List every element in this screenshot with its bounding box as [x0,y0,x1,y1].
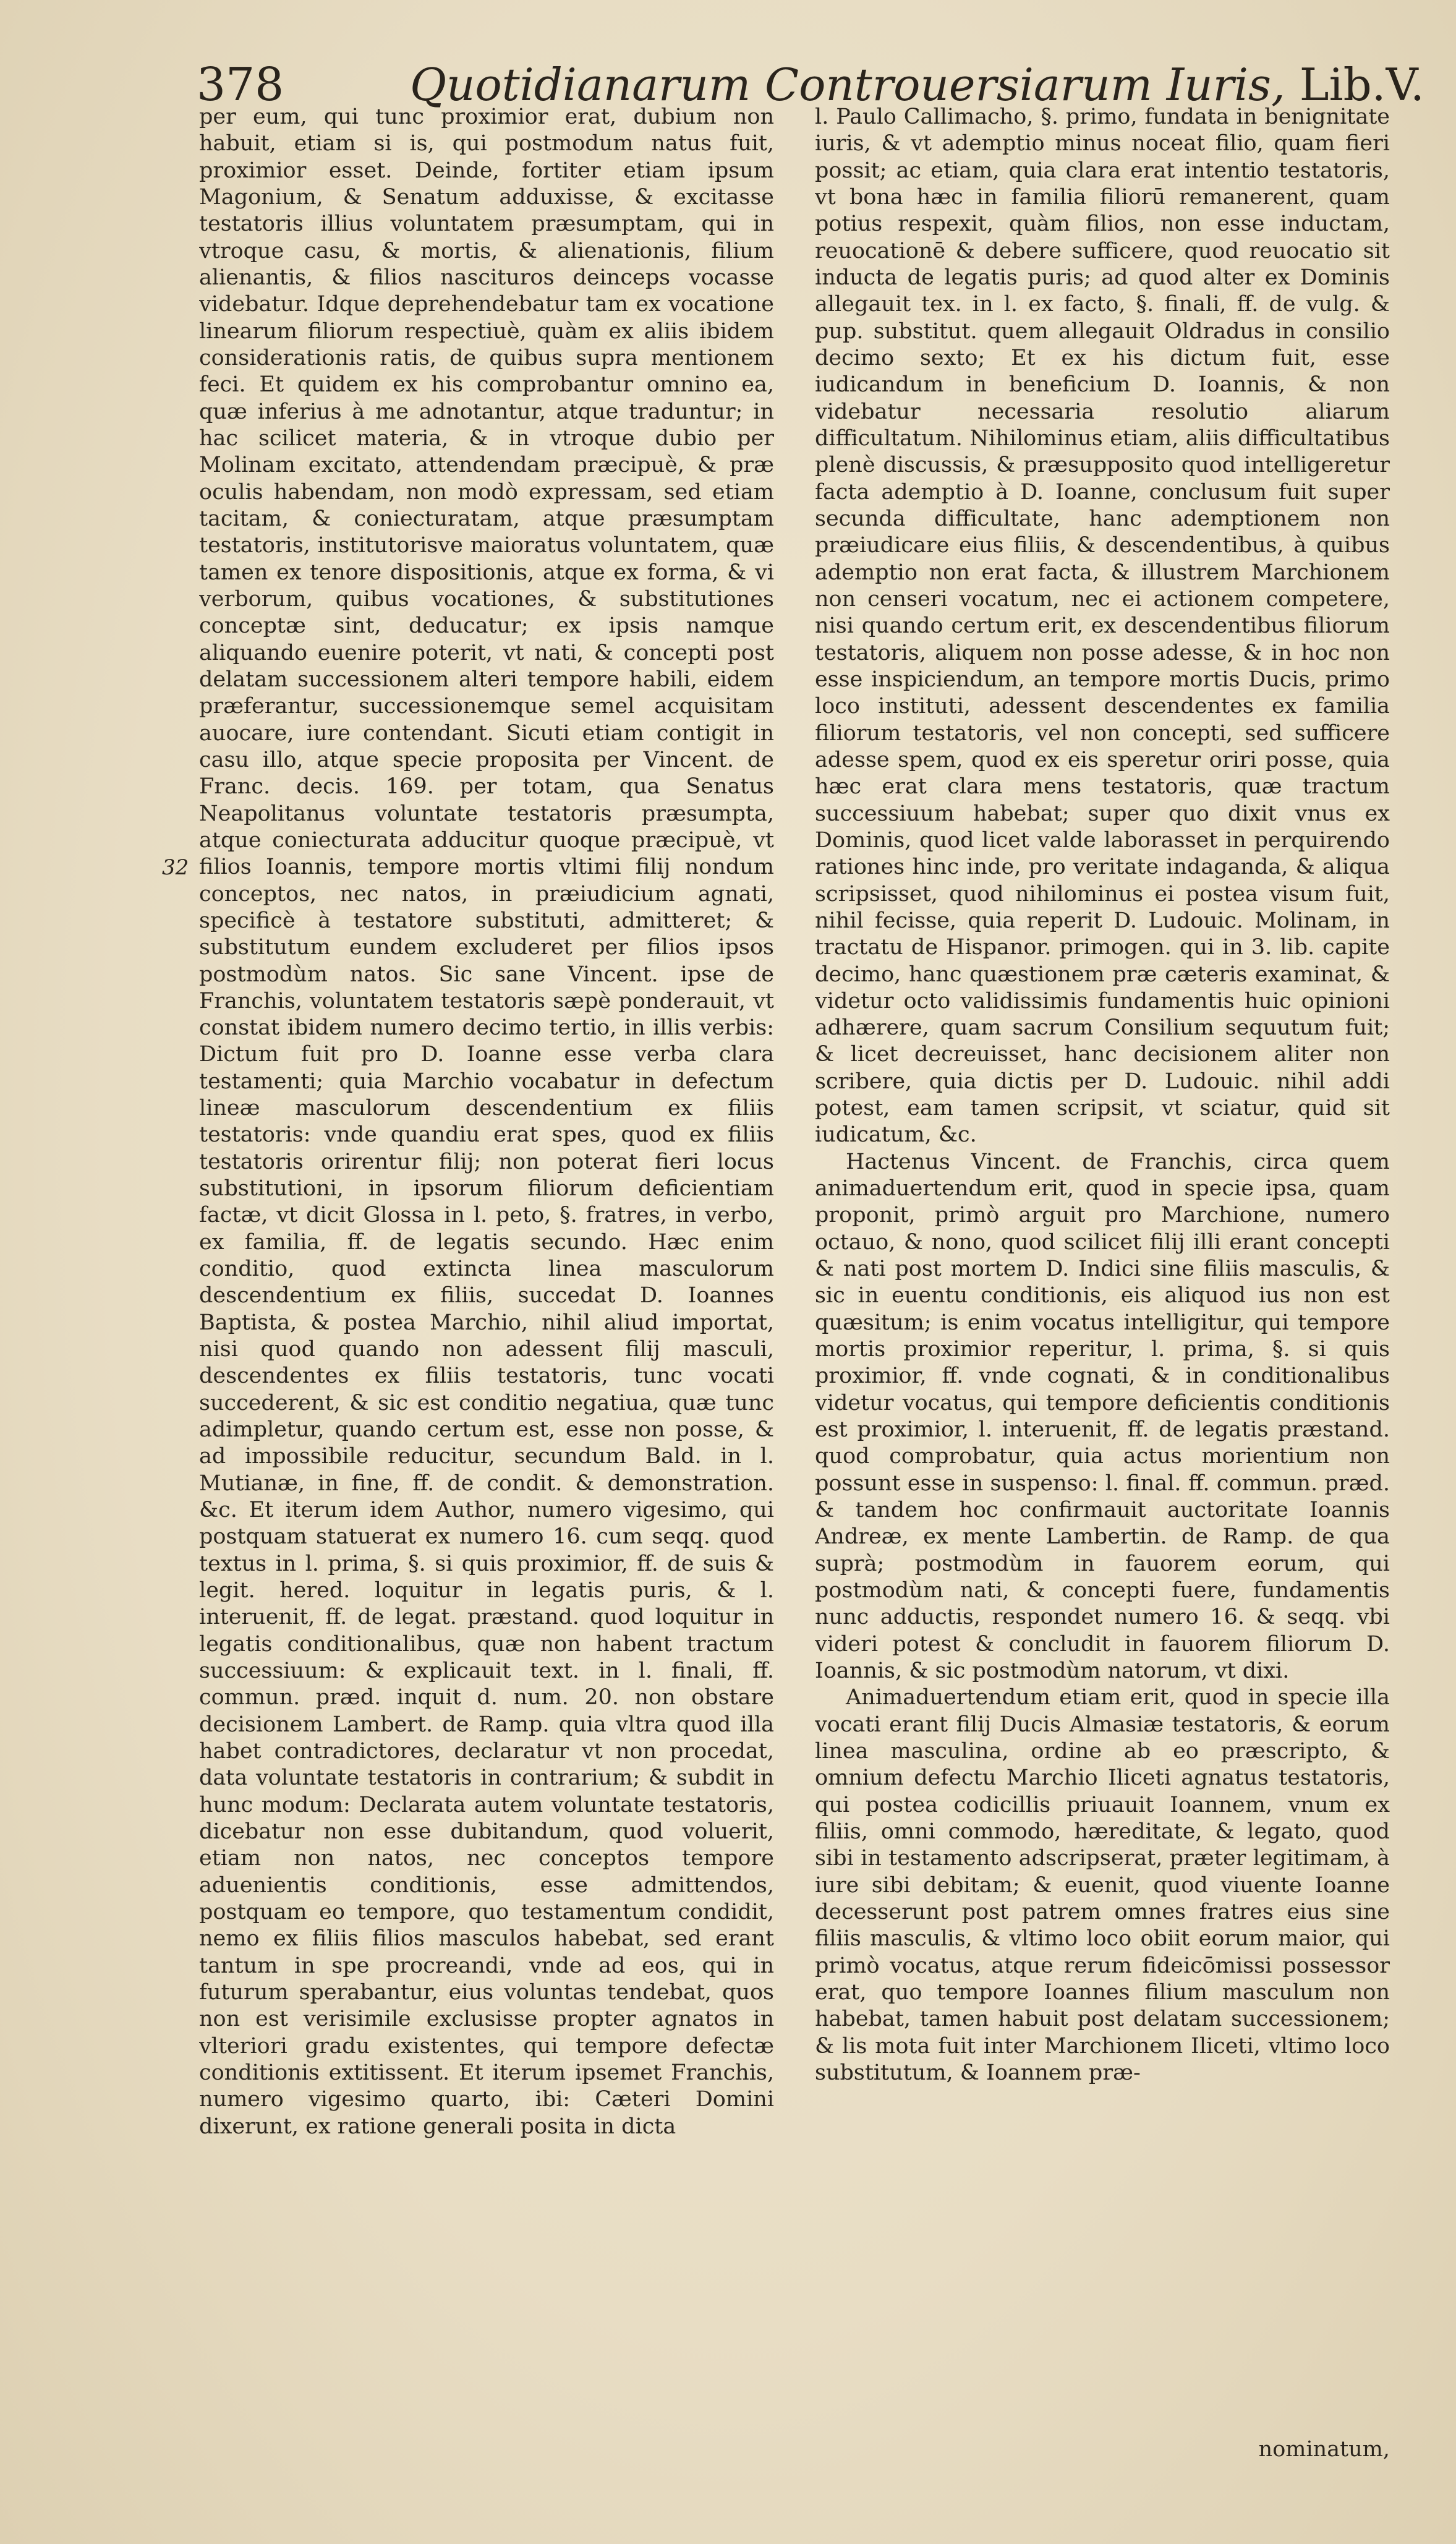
right-column-paragraph-2: Hactenus Vincent. de Franchis, circa quem animaduertendum erit, quod in specie ipsa, quam proponit, primò arguit pro Marchione, numero octauo, & nono, quod scilicet filij illi erant concepti & nati post mortem D. Indici sine filiis masculis, & sic in euentu conditionis, eis aliquod ius non est quæsitum; is enim vocatus intelligitur, qui tempore mortis proximior reperitur, l. prima, §. si quis proximior, ff. vnde cognati, & in conditionalibus videtur vocatus, qui tempore deficientis conditionis est proximior, l. interuenit, ff. de legatis præstand. quod comprobatur, quia actus morientium non possunt esse in suspenso: l. final. ff. commun. præd. & tandem hoc confirmauit auctoritate Ioannis Andreæ, ex mente Lambertin. de Ramp. de qua suprà; postmodùm in fauorem eorum, qui postmodùm nati, & concepti fuere, fundamentis nunc adductis, respondet numero 16. & seqq. vbi videri potest & concludit in fauorem filiorum D. Ioannis, & sic postmodùm natorum, vt dixi. [815,1149,1390,1684]
margin-note-number: 32 [162,855,189,880]
catchword: nominatum, [1258,2437,1390,2462]
book-number: Lib.V. [1299,59,1424,111]
right-column-paragraph-1: l. Paulo Callimacho, §. primo, fundata in benignitate iuris, & vt ademptio minus noceat filio, quam fieri possit; ac etiam, quia clara erat intentio testatoris, vt bona hæc in familia filiorū remanerent, quam potius respexit, quàm filios, non esse inductam, reuocationē & debere sufficere, quod reuocatio sit inducta de legatis puris; ad quod alter ex Dominis allegauit tex. in l. ex facto, §. finali, ff. de vulg. & pup. substitut. quem allegauit Oldradus in consilio decimo sexto; Et ex his dictum fuit, esse iudicandum in beneficium D. Ioannis, & non videbatur necessaria resolutio aliarum difficultatum. Nihilominus etiam, aliis difficultatibus plenè discussis, & præsupposito quod intelligeretur facta ademptio à D. Ioanne, conclusum fuit super secunda difficultate, hanc ademptionem non præiudicare eius filiis, & descendentibus, à quibus ademptio non erat facta, & illustrem Marchionem non censeri vocatum, nec ei actionem competere, nisi quando certum erit, ex descendentibus filiorum testatoris, aliquem non posse adesse, & in hoc non esse inspiciendum, an tempore mortis Ducis, primo loco instituti, adessent descendentes ex familia filiorum testatoris, vel non concepti, sed sufficere adesse spem, quod ex eis speretur oriri posse, quia hæc erat clara mens testatoris, quæ tractum successiuum habebat; super quo dixit vnus ex Dominis, quod licet valde laborasset in perquirendo rationes hinc inde, pro veritate indaganda, & aliqua scripsisset, quod nihilominus ei postea visum fuit, nihil fecisse, quia reperit D. Ludouic. Molinam, in tractatu de Hispanor. primogen. qui in 3. lib. capite decimo, hanc quæstionem præ cæteris examinat, & videtur octo validissimis fundamentis huic opinioni adhærere, quam sacrum Consilium sequutum fuit; & licet decreuisset, hanc decisionem aliter non scribere, quia dictis per D. Ludouic. nihil addi potest, eam tamen scripsit, vt sciatur, quid sit iudicatum, &c. [815,105,1390,1148]
running-title-text: Quotidianarum Controuersiarum Iuris, [410,59,1285,111]
right-column-paragraph-3: Animaduertendum etiam erit, quod in specie illa vocati erant filij Ducis Almasiæ testatoris, & eorum linea masculina, ordine ab eo præscripto, & omnium defectu Marchio Iliceti agnatus testatoris, qui postea codicillis priuauit Ioannem, vnum ex filiis, omni commodo, hæreditate, & legato, quod sibi in testamento adscripserat, præter legitimam, à iure sibi debitam; & euenit, quod viuente Ioanne decesserunt post patrem omnes fratres eius sine filiis masculis, & vltimo loco obiit eorum maior, qui primò vocatus, atque rerum fideicōmissi possessor erat, quo tempore Ioannes filium masculum non habebat, tamen habuit post delatam successionem; & lis mota fuit inter Marchionem Iliceti, vltimo loco substitutum, & Ioannem præ- [815,1685,1390,2085]
right-column [815,104,1390,2435]
left-column [199,104,774,2435]
page-number: 378 [197,58,284,111]
left-column-text: per eum, qui tunc proximior erat, dubium non habuit, etiam si is, qui postmodum natus fuit, proximior esset. Deinde, fortiter etiam ipsum Magonium, & Senatum adduxisse, & excitasse testatoris illius voluntatem præsumptam, qui in vtroque casu, & mortis, & alienationis, filium alienantis, & filios nascituros deinceps vocasse videbatur. Idque deprehendebatur tam ex vocatione linearum filiorum respectiuè, quàm ex aliis ibidem considerationis ratis, de quibus supra mentionem feci. Et quidem ex his comprobantur omnino ea, quæ inferius à me adnotantur, atque traduntur; in hac scilicet materia, & in vtroque dubio per Molinam excitato, attendendam præcipuè, & præ oculis habendam, non modò expressam, sed etiam tacitam, & coniecturatam, atque præsumptam testatoris, institutorisve maioratus voluntatem, quæ tamen ex tenore dispositionis, atque ex forma, & vi verborum, quibus vocationes, & substitutiones conceptæ sint, deducatur; ex ipsis namque aliquando euenire poterit, vt nati, & concepti post delatam successionem alteri tempore habili, eidem præferantur, successionemque semel acquisitam auocare, iure contendant. Sicuti etiam contigit in casu illo, atque specie proposita per Vincent. de Franc. decis. 169. per totam, qua Senatus Neapolitanus voluntate testatoris præsumpta, atque coniecturata adducitur quoque præcipuè, vt filios Ioannis, tempore mortis vltimi filij nondum conceptos, nec natos, in præiudicium agnati, specificè à testatore substituti, admitteret; & substitutum eundem excluderet per filios ipsos postmodùm natos. Sic sane Vincent. ipse de Franchis, voluntatem testatoris sæpè ponderauit, vt constat ibidem numero decimo tertio, in illis verbis: Dictum fuit pro D. Ioanne esse verba clara testamenti; quia Marchio vocabatur in defectum lineæ masculorum descendentium ex filiis testatoris: vnde quandiu erat spes, quod ex filiis testatoris orirentur filij; non poterat fieri locus substitutioni, in ipsorum filiorum deficientiam factæ, vt dicit Glossa in l. peto, §. fratres, in verbo, ex familia, ff. de legatis secundo. Hæc enim conditio, quod extincta linea masculorum descendentium ex filiis, succedat D. Ioannes Baptista, & postea Marchio, nihil aliud importat, nisi quod quando non adessent filij masculi, descendentes ex filiis testatoris, tunc vocati succederent, & sic est conditio negatiua, quæ tunc adimpletur, quando certum est, esse non posse, & ad impossibile reducitur, secundum Bald. in l. Mutianæ, in fine, ff. de condit. & demonstration. &c. Et iterum idem Author, numero vigesimo, qui postquam statuerat ex numero 16. cum seqq. quod textus in l. prima, §. si quis proximior, ff. de suis & legit. hered. loquitur in legatis puris, & l. interuenit, ff. de legat. præstand. quod loquitur in legatis conditionalibus, quæ non habent tractum successiuum: & explicauit text. in l. finali, ff. commun. præd. inquit d. num. 20. non obstare decisionem Lambert. de Ramp. quia vltra quod illa habet contradictores, declaratur vt non procedat, data voluntate testatoris in contrarium; & subdit in hunc modum: Declarata autem voluntate testatoris, dicebatur non esse dubitandum, quod voluerit, etiam non natos, nec conceptos tempore aduenientis conditionis, esse admittendos, postquam eo tempore, quo testamentum condidit, nemo ex filiis filios masculos habebat, sed erant tantum in spe procreandi, vnde ad eos, qui in futurum sperabantur, eius voluntas tendebat, quos non est verisimile exclusisse propter agnatos in vlteriori gradu existentes, qui tempore defectæ conditionis extitissent. Et iterum ipsemet Franchis, numero vigesimo quarto, ibi: Cæteri Domini dixerunt, ex ratione generali posita in dicta [199,105,774,2139]
